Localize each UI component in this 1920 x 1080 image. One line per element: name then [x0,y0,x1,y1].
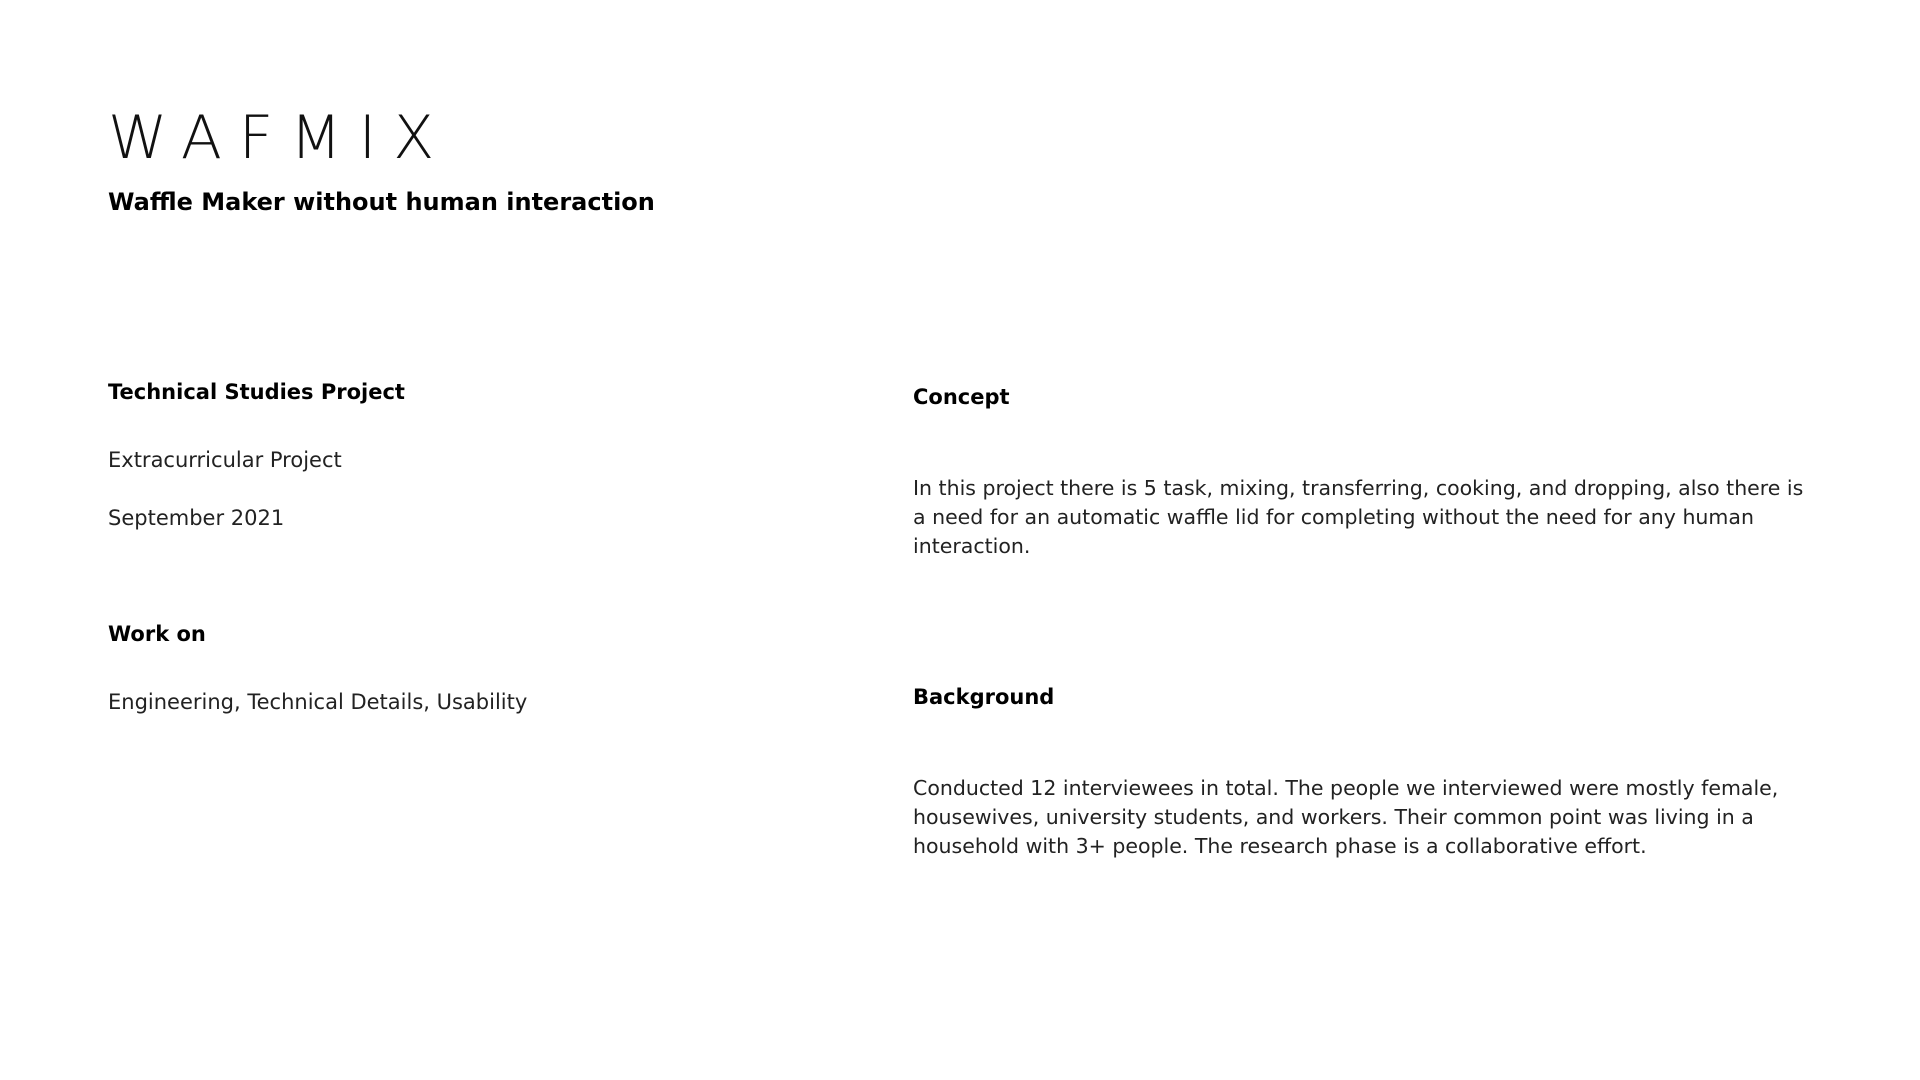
project-date: September 2021 [108,506,285,530]
background-text: Conducted 12 interviewees in total. The people we interviewed were mostly female, housewives, university students, and workers. Their common point was living in a household with 3+ people. The research phase is a collaborative effort. [913,776,1779,858]
concept-text: In this project there is 5 task, mixing, transferring, cooking, and dropping, also there is a need for an automatic waffle lid for completing without the need for any human interaction. [913,476,1804,558]
work-items: Engineering, Technical Details, Usability [108,690,528,714]
page-subtitle: Waffle Maker without human interaction [108,188,655,216]
project-heading: Technical Studies Project [108,380,405,404]
concept-heading: Concept [913,385,1010,409]
work-heading: Work on [108,622,206,646]
project-type: Extracurricular Project [108,448,342,472]
background-heading: Background [913,685,1055,709]
page-title: WAFMIX [108,103,451,173]
